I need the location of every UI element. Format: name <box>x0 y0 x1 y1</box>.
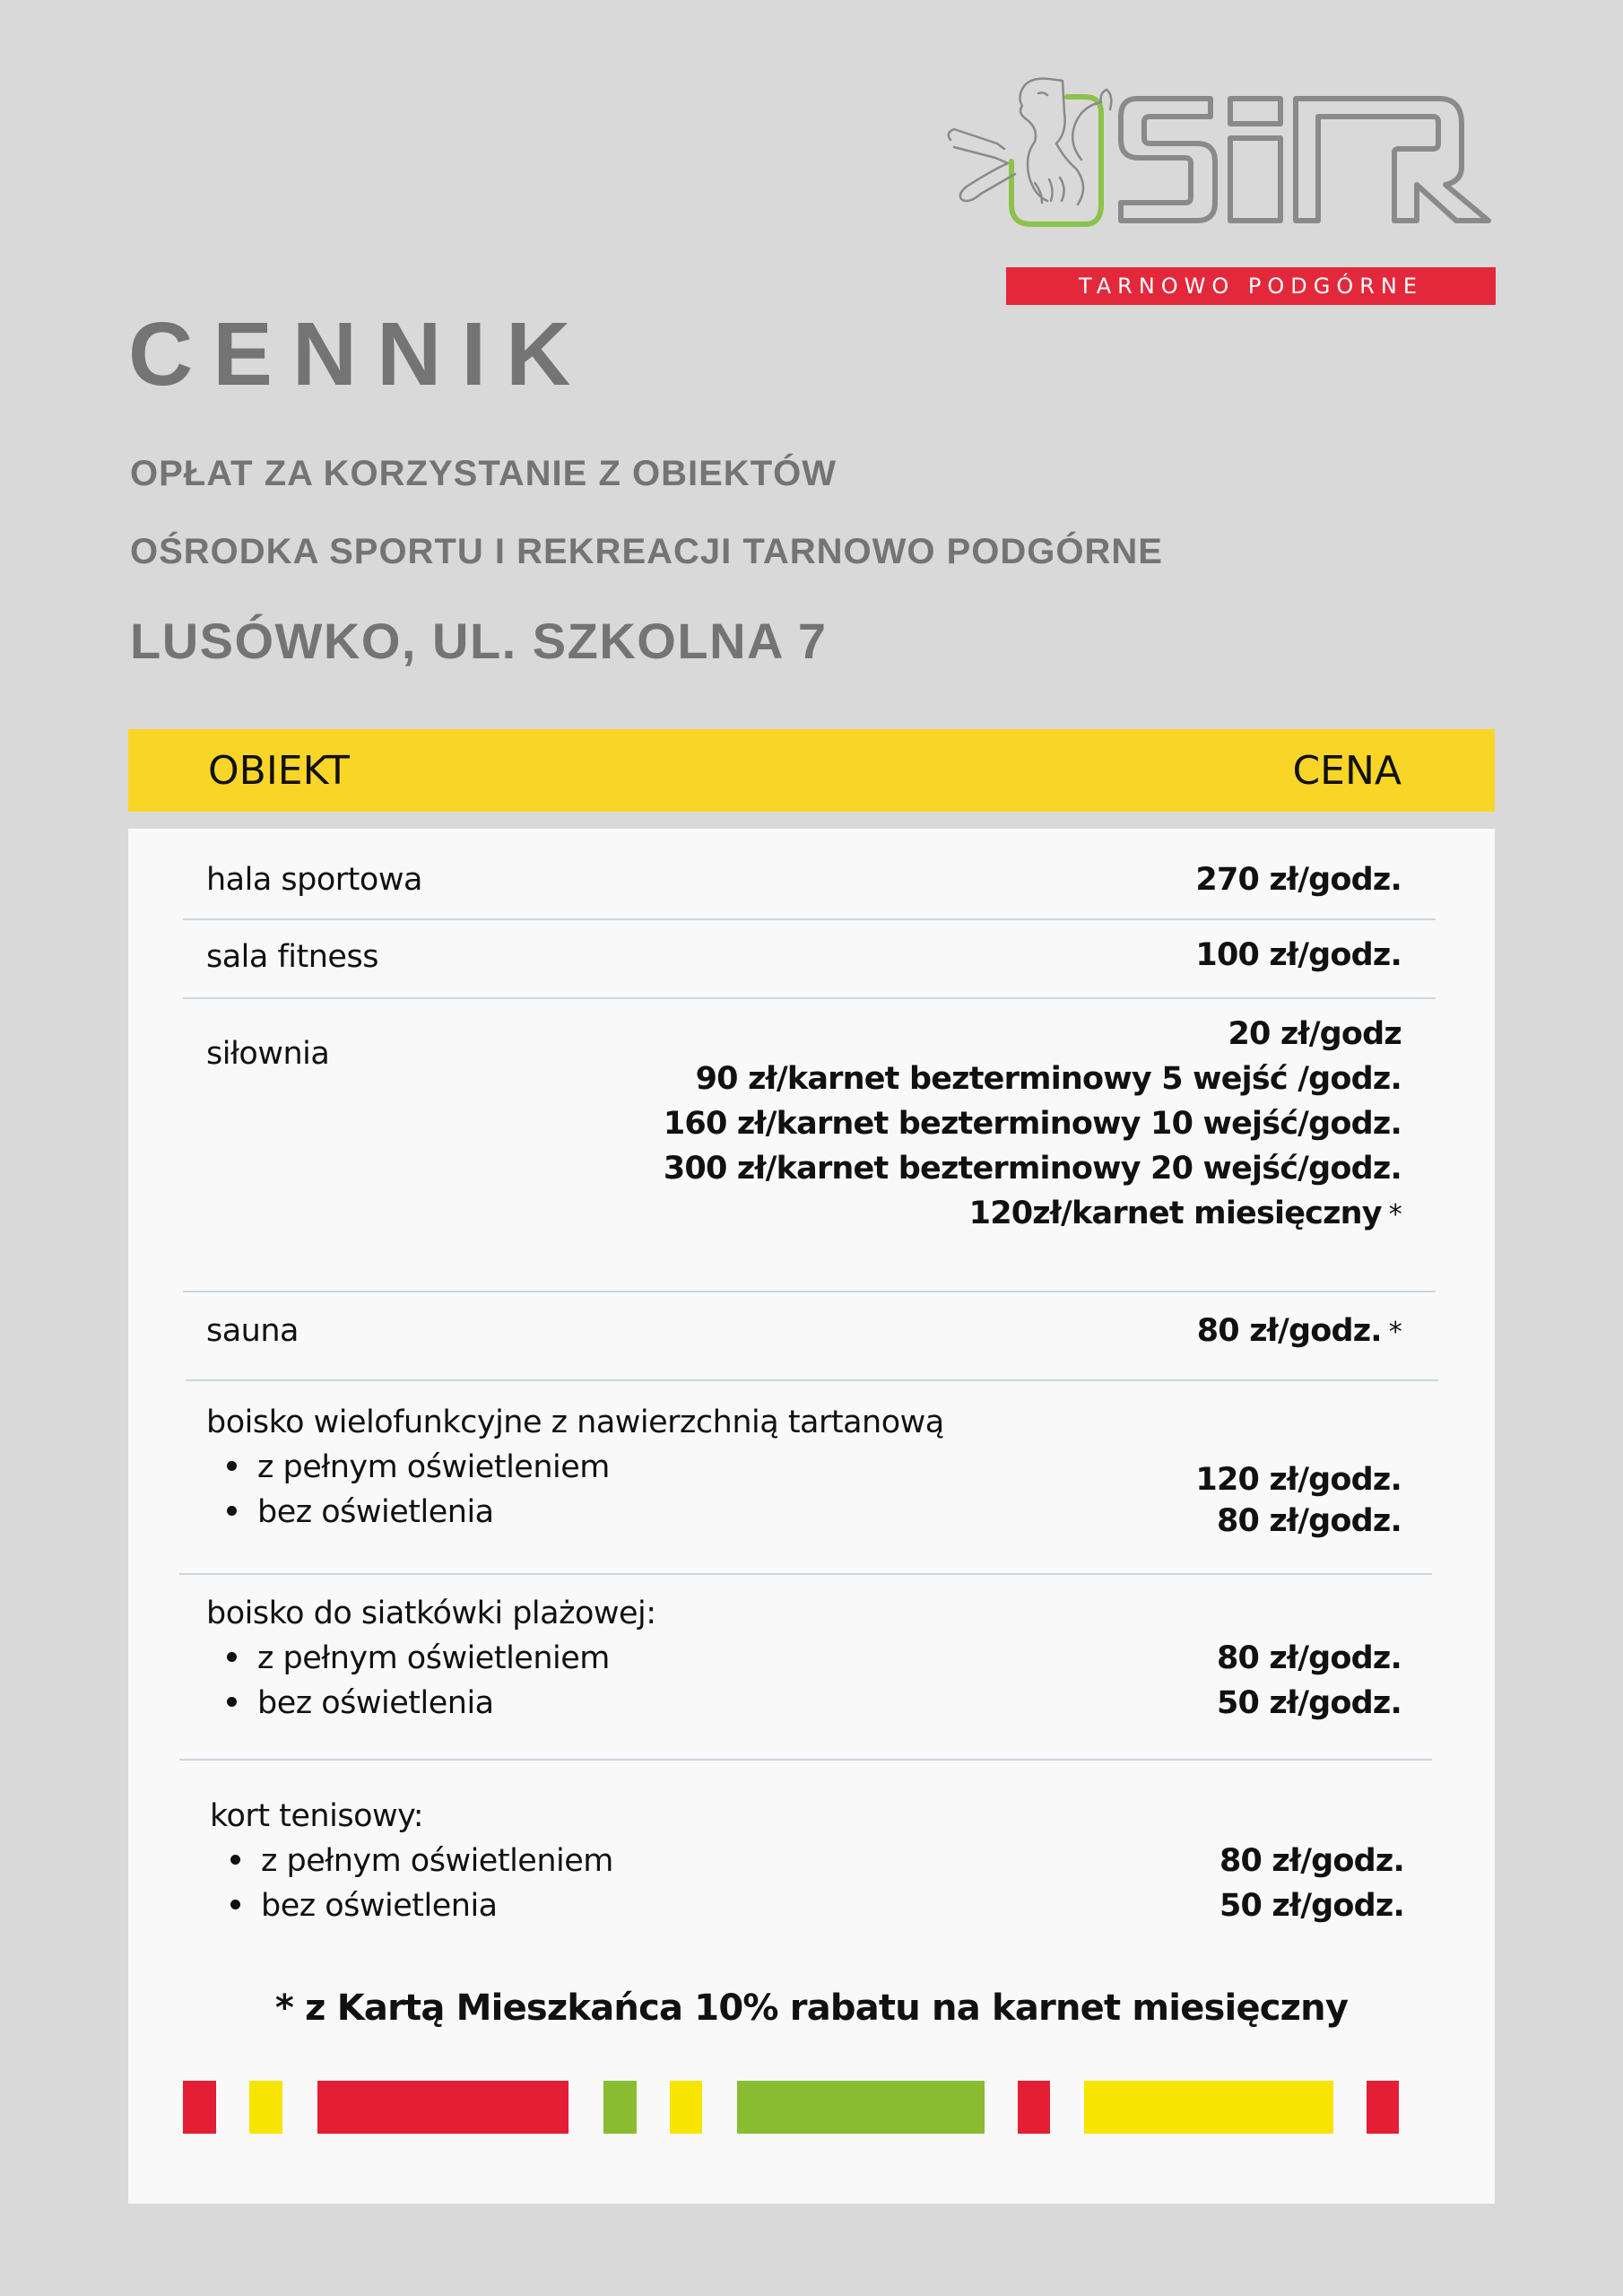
osir-logo <box>942 70 1502 240</box>
subtitle-line-2: OŚRODKA SPORTU I REKREACJI TARNOWO PODGÓRNE <box>130 532 1163 571</box>
price-text: 80 zł/godz. <box>1196 1313 1382 1349</box>
row-price-kort-2: 50 zł/godz. <box>1219 1888 1404 1924</box>
subtitle-line-1: OPŁAT ZA KORZYSTANIE Z OBIEKTÓW <box>130 454 837 493</box>
row-price-silownia-1: 20 zł/godz <box>1228 1016 1402 1052</box>
row-name-silownia: siłownia <box>206 1036 330 1072</box>
asterisk-marker: * <box>1388 1317 1402 1348</box>
table-header <box>128 729 1495 812</box>
row-name-sauna: sauna <box>206 1313 299 1349</box>
bullet-item <box>230 1841 613 1881</box>
bullet-item <box>227 1492 494 1532</box>
page-title: CENNIK <box>128 304 591 404</box>
row-divider <box>183 918 1436 920</box>
logo-banner-text: TARNOWO PODGÓRNE <box>1078 274 1424 299</box>
row-name-sala-fitness: sala fitness <box>206 939 378 975</box>
row-name-siatkowka: boisko do siatkówki plażowej: <box>206 1596 656 1631</box>
row-divider <box>183 1291 1436 1292</box>
bullet-dot-icon <box>227 1697 237 1707</box>
bullet-dot-icon <box>230 1855 240 1865</box>
row-price-boisko-2: 80 zł/godz. <box>1216 1503 1402 1539</box>
row-price-kort-1: 80 zł/godz. <box>1219 1843 1404 1879</box>
row-price-boisko-1: 120 zł/godz. <box>1195 1462 1402 1498</box>
row-price-siatkowka-1: 80 zł/godz. <box>1216 1640 1402 1676</box>
logo-green-frame <box>1011 97 1101 224</box>
address: LUSÓWKO, UL. SZKOLNA 7 <box>130 613 828 669</box>
row-price-sauna <box>1197 1311 1402 1352</box>
decor-bar-3 <box>317 2081 568 2134</box>
row-divider <box>179 1573 1432 1575</box>
bullet-dot-icon <box>227 1461 237 1471</box>
bullet-dot-icon <box>230 1900 240 1909</box>
decor-bar-9 <box>1367 2081 1399 2134</box>
row-divider <box>179 1759 1432 1761</box>
row-price-silownia-3: 160 zł/karnet bezterminowy 10 wejść/godz. <box>663 1106 1402 1142</box>
row-price-siatkowka-2: 50 zł/godz. <box>1216 1685 1402 1721</box>
bullet-dot-icon <box>227 1652 237 1662</box>
decor-bar-6 <box>737 2081 985 2134</box>
asterisk-marker: * <box>1388 1199 1402 1231</box>
row-divider <box>186 1379 1438 1381</box>
bullet-item <box>227 1448 610 1487</box>
bullet-label: z pełnym oświetleniem <box>257 1449 610 1485</box>
bullet-item <box>230 1886 498 1926</box>
bullet-item <box>227 1683 494 1723</box>
column-header-price: CENA <box>1292 748 1402 794</box>
decor-bar-1 <box>183 2081 216 2134</box>
row-price-silownia-2: 90 zł/karnet bezterminowy 5 wejść /godz. <box>695 1061 1402 1097</box>
row-price-hala-sportowa: 270 zł/godz. <box>1195 862 1402 898</box>
bullet-dot-icon <box>227 1506 237 1516</box>
bullet-label: z pełnym oświetleniem <box>257 1640 610 1676</box>
decor-bar-4 <box>603 2081 637 2134</box>
logo-letters <box>1121 99 1488 221</box>
decor-bar-8 <box>1084 2081 1333 2134</box>
row-name-hala-sportowa: hala sportowa <box>206 862 422 898</box>
bullet-label: bez oświetlenia <box>261 1888 498 1924</box>
logo-banner <box>1006 267 1496 305</box>
bullet-item <box>227 1639 610 1678</box>
row-name-boisko-wielofunkcyjne: boisko wielofunkcyjne z nawierzchnią tartanową <box>206 1405 944 1440</box>
row-price-silownia-4: 300 zł/karnet bezterminowy 20 wejść/godz. <box>663 1151 1402 1187</box>
bullet-label: bez oświetlenia <box>257 1494 494 1530</box>
bullet-label: bez oświetlenia <box>257 1685 494 1721</box>
decor-bar-7 <box>1018 2081 1050 2134</box>
decor-bar-5 <box>670 2081 702 2134</box>
footnote: * z Kartą Mieszkańca 10% rabatu na karnet miesięczny <box>274 1987 1349 2029</box>
row-price-sala-fitness: 100 zł/godz. <box>1195 937 1402 973</box>
column-header-object: OBIEKT <box>208 748 350 794</box>
row-name-kort-tenisowy: kort tenisowy: <box>210 1798 424 1834</box>
row-price-silownia-5 <box>969 1194 1402 1235</box>
bullet-label: z pełnym oświetleniem <box>261 1843 613 1879</box>
price-list-panel <box>128 829 1495 2204</box>
decor-bar-2 <box>249 2081 282 2134</box>
row-divider <box>183 997 1436 999</box>
price-text: 120zł/karnet miesięczny <box>968 1196 1382 1231</box>
